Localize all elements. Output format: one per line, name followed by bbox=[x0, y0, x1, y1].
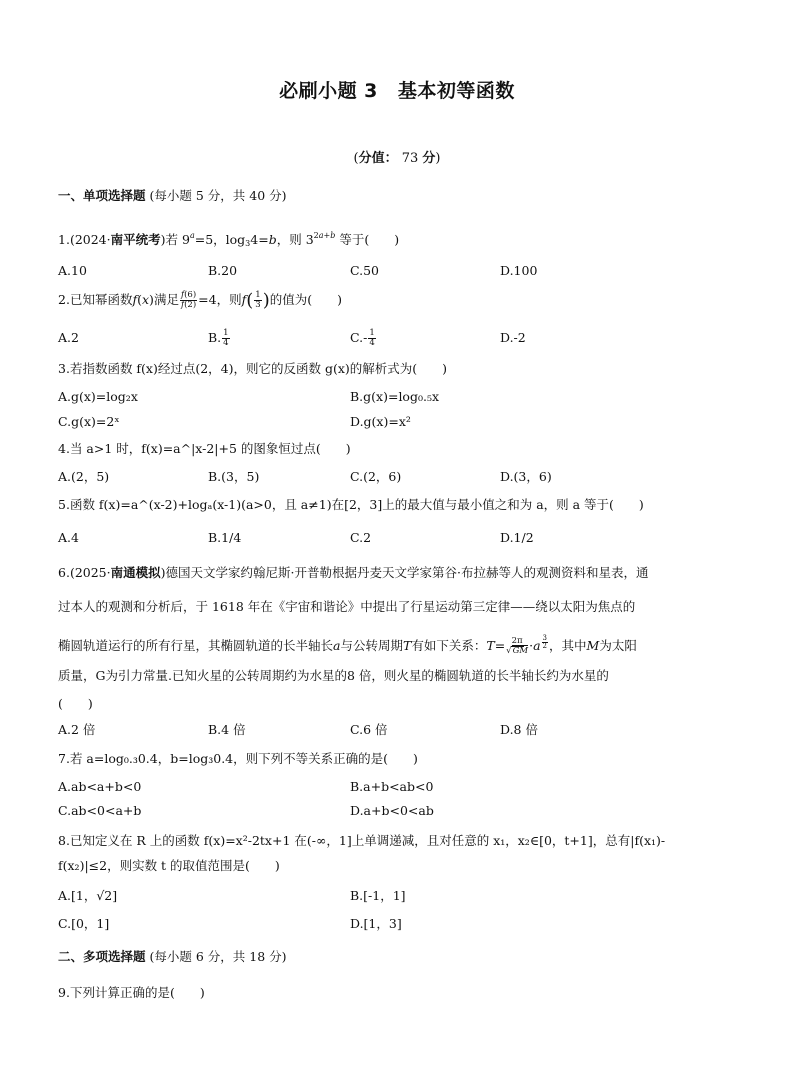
q8-option-b[interactable]: B.[-1，1] bbox=[350, 888, 406, 903]
q7-option-b[interactable]: B.a+b<ab<0 bbox=[350, 779, 434, 794]
q4-option-b[interactable]: B.(3，5) bbox=[208, 469, 260, 484]
q3-option-a[interactable]: A.g(x)=log₂x bbox=[58, 389, 138, 404]
q2-option-d[interactable]: D.-2 bbox=[500, 330, 526, 345]
question-6-line-4: 质量，G为引力常量.已知火星的公转周期约为水星的8 倍，则火星的椭圆轨道的长半轴长约为水星的 bbox=[58, 668, 609, 683]
q1-option-a[interactable]: A.10 bbox=[58, 263, 87, 278]
q1-option-b[interactable]: B.20 bbox=[208, 263, 238, 278]
score-line: (分值： 73 分) bbox=[353, 151, 441, 166]
question-3: 3.若指数函数 f(x)经过点(2，4)，则它的反函数 g(x)的解析式为( ) bbox=[58, 361, 448, 376]
question-5: 5.函数 f(x)=a^(x-2)+logₐ(x-1)(a>0，且 a≠1)在[2，3]上的最大值与最小值之和为 a，则 a 等于( ) bbox=[58, 497, 644, 512]
question-1: 1.(2024·南平统考)若 $9^a=5$，$\log_34=b$，则 $3^{2a+b}$ 等于( ) bbox=[58, 231, 400, 248]
page-title bbox=[0, 76, 794, 103]
q3-option-c[interactable]: C.g(x)=2ˣ bbox=[58, 414, 120, 429]
question-4: 4.当 a>1 时，f(x)=a^|x-2|+5 的图象恒过点( ) bbox=[58, 441, 351, 456]
question-7: 7.若 a=log₀.₃0.4，b=log₃0.4，则下列不等关系正确的是( ) bbox=[58, 751, 418, 766]
question-2: 2.已知幂函数f(x)满足 $\frac{f(6)}{f(2)}$ =4，则f( $\frac{1}{3}$ )的值为( ) bbox=[58, 290, 342, 311]
title-right: 基本初等函数 bbox=[397, 80, 515, 102]
q1-option-d[interactable]: D.100 bbox=[500, 263, 538, 278]
q2-option-b[interactable]: B. $\frac{1}{4}$ bbox=[208, 328, 229, 348]
question-8-line-2: f(x₂)|≤2，则实数 t 的取值范围是( ) bbox=[58, 858, 280, 873]
title-left: 必刷小题 3 bbox=[279, 80, 378, 102]
q5-option-d[interactable]: D.1/2 bbox=[500, 530, 534, 545]
question-6-line-1: 6.(2025·南通模拟)德国天文学家约翰尼斯·开普勒根据丹麦天文学家第谷·布拉赫等人的观测资料和星表，通 bbox=[58, 565, 649, 580]
q5-option-b[interactable]: B.1/4 bbox=[208, 530, 242, 545]
q2-option-c[interactable]: C.- $\frac{1}{4}$ bbox=[350, 328, 375, 348]
q4-option-d[interactable]: D.(3，6) bbox=[500, 469, 552, 484]
q6-option-c[interactable]: C.6 倍 bbox=[350, 722, 388, 737]
question-6-line-3: 椭圆轨道运行的所有行星，其椭圆轨道的长半轴长a与公转周期T有如下关系：T= $\frac{2\pi}{√GM}$ ·a $^{\frac{3}{2}}$ ，其中M为太阳 bbox=[58, 633, 637, 656]
question-8-line-1: 8.已知定义在 R 上的函数 f(x)=x²-2tx+1 在(-∞，1]上单调递减，且对任意的 x₁，x₂∈[0，t+1]，总有|f(x₁)- bbox=[58, 833, 666, 848]
score-label: 分值： bbox=[358, 151, 398, 166]
q5-option-a[interactable]: A.4 bbox=[58, 530, 79, 545]
score-value: 73 bbox=[401, 151, 419, 166]
q8-option-d[interactable]: D.[1，3] bbox=[350, 916, 402, 931]
q5-option-c[interactable]: C.2 bbox=[350, 530, 372, 545]
q6-option-d[interactable]: D.8 倍 bbox=[500, 722, 538, 737]
question-source: 南通模拟 bbox=[110, 565, 161, 580]
q6-option-a[interactable]: A.2 倍 bbox=[58, 722, 96, 737]
question-6-answer-blank: ( ) bbox=[58, 696, 93, 711]
section-heading-multiple-choice: 二、多项选择题 (每小题 6 分，共 18 分) bbox=[58, 949, 287, 964]
q4-option-a[interactable]: A.(2，5) bbox=[58, 469, 110, 484]
section-heading-single-choice: 一、单项选择题 (每小题 5 分，共 40 分) bbox=[58, 188, 287, 203]
question-source: 南平统考 bbox=[110, 232, 161, 247]
q7-option-a[interactable]: A.ab<a+b<0 bbox=[58, 779, 142, 794]
q4-option-c[interactable]: C.(2，6) bbox=[350, 469, 402, 484]
q2-option-a[interactable]: A.2 bbox=[58, 330, 79, 345]
q3-option-d[interactable]: D.g(x)=x² bbox=[350, 414, 411, 429]
q1-option-c[interactable]: C.50 bbox=[350, 263, 379, 278]
question-6-line-2: 过本人的观测和分析后，于 1618 年在《宇宙和谐论》中提出了行星运动第三定律——绕以太阳为焦点的 bbox=[58, 599, 636, 614]
q8-option-a[interactable]: A.[1，√2] bbox=[58, 888, 118, 903]
q6-option-b[interactable]: B.4 倍 bbox=[208, 722, 246, 737]
q3-option-b[interactable]: B.g(x)=log₀.₅x bbox=[350, 389, 440, 404]
q7-option-c[interactable]: C.ab<0<a+b bbox=[58, 803, 142, 818]
q7-option-d[interactable]: D.a+b<0<ab bbox=[350, 803, 434, 818]
question-9: 9.下列计算正确的是( ) bbox=[58, 985, 205, 1000]
q8-option-c[interactable]: C.[0，1] bbox=[58, 916, 110, 931]
